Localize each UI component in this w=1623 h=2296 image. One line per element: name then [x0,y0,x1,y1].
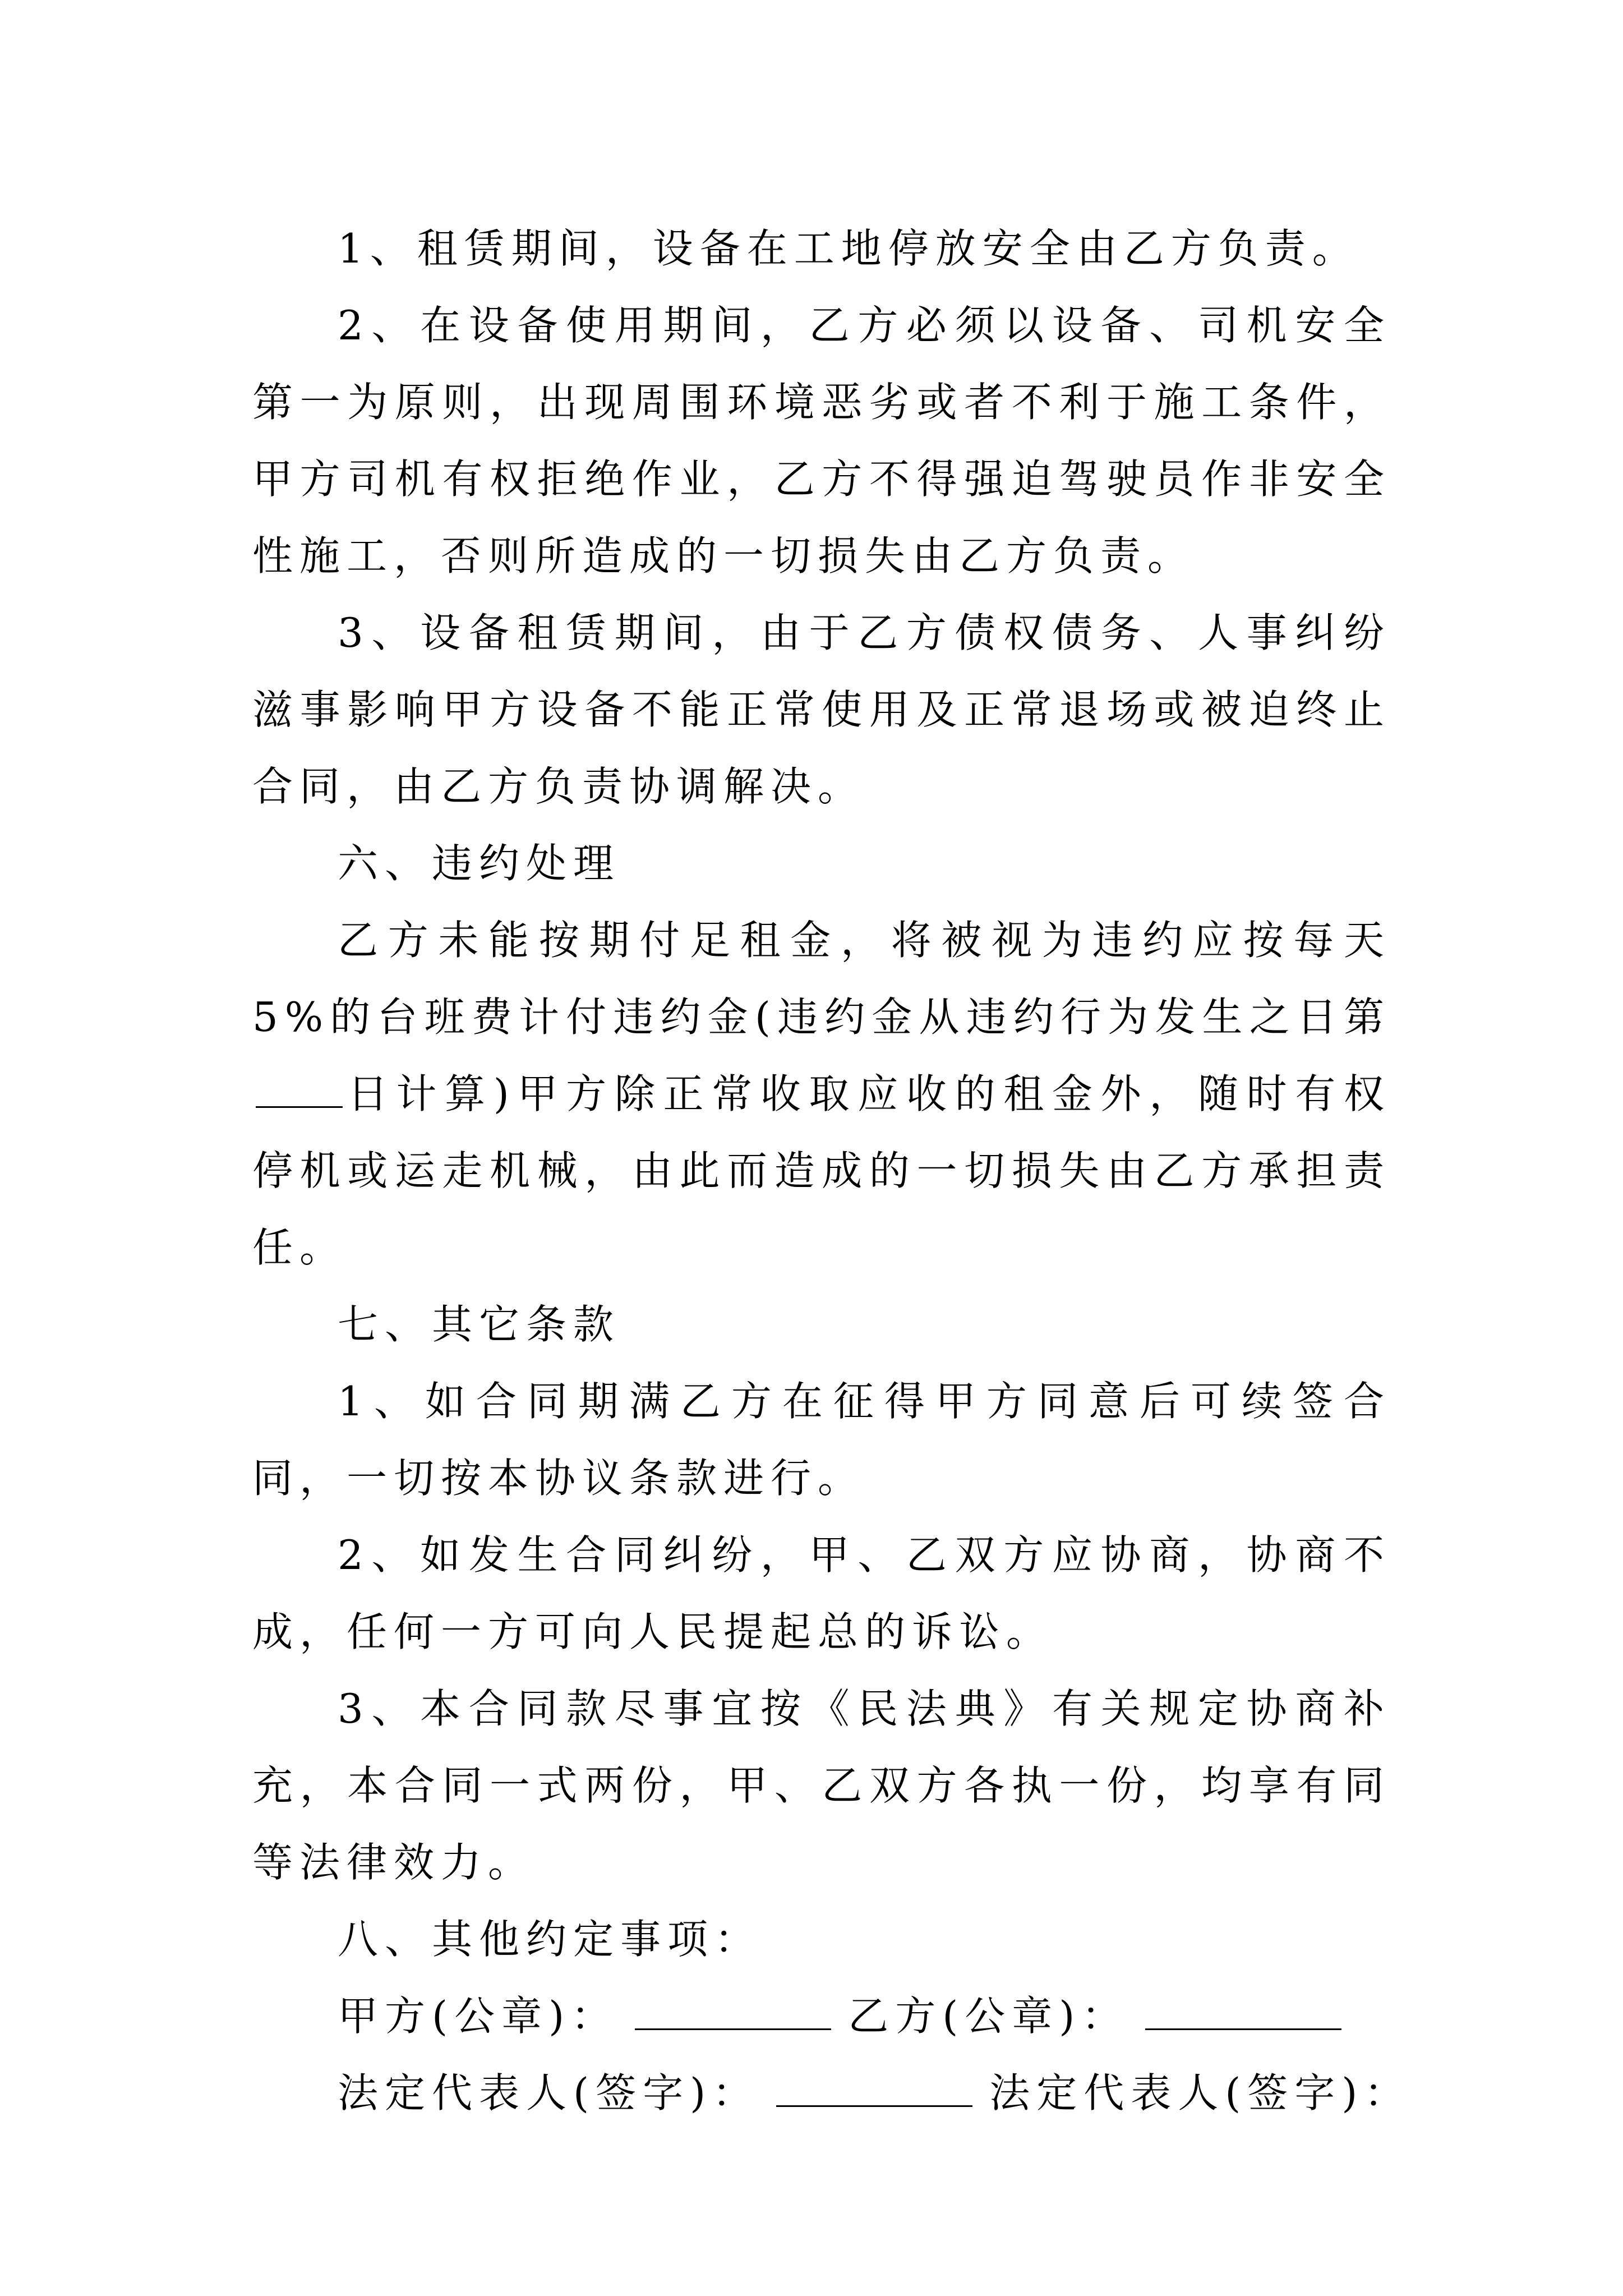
clause-security-2: 2、在设备使用期间，乙方必须以设备、司机安全第一为原则，出现周围环境恶劣或者不利于施工条件，甲方司机有权拒绝作业，乙方不得强迫驾驶员作非安全性施工，否则所造成的一切损失由乙方负责。 [252,302,1391,579]
section-8-title: 八、其他约定事项： [338,1916,762,1963]
party-a-rep-label: 法定代表人(签字)： [338,2069,760,2116]
section-7-clause-1: 1、如合同期满乙方在征得甲方同意后可续签合同，一切按本协议条款进行。 [252,1378,1391,1502]
section-6-title: 六、违约处理 [338,840,621,887]
party-b-seal-blank [1145,1995,1341,2030]
party-a-seal-blank [635,1995,831,2030]
clause-security-3: 3、设备租赁期间，由于乙方债权债务、人事纠纷滋事影响甲方设备不能正常使用及正常退场或被迫终止合同，由乙方负责协调解决。 [252,609,1391,810]
section-6-text [252,902,1391,1286]
section-6-text-part2: 日计算)甲方除正常收取应收的租金外，随时有权停机或运走机械，由此而造成的一切损失由乙方承担责任。 [252,1070,1391,1271]
party-a-seal-label: 甲方(公章)： [338,1993,619,2040]
document-body [252,210,1412,2132]
section-7-clause-2: 2、如发生合同纠纷，甲、乙双方应协商，协商不成，任何一方可向人民提起总的诉讼。 [252,1531,1391,1655]
party-b-rep-label: 法定代表人(签字)： [989,2069,1412,2116]
clause-security-1: 1、租赁期间，设备在工地停放安全由乙方负责。 [338,225,1359,272]
party-b-seal-label: 乙方(公章)： [848,1993,1129,2040]
section-7-clause-3: 3、本合同款尽事宜按《民法典》有关规定协商补充，本合同一式两份，甲、乙双方各执一份，均享有同等法律效力。 [252,1685,1391,1886]
party-a-rep-blank [776,2072,972,2107]
seal-line [252,1978,1391,2055]
section-6-text-part1: 乙方未能按期付足租金，将被视为违约应按每天 5%的台班费计付违约金(违约金从违约行为发生之日第 [252,917,1391,1041]
days-blank [256,1073,343,1108]
representative-line [252,2055,1412,2132]
section-7-title: 七、其它条款 [338,1301,621,1348]
